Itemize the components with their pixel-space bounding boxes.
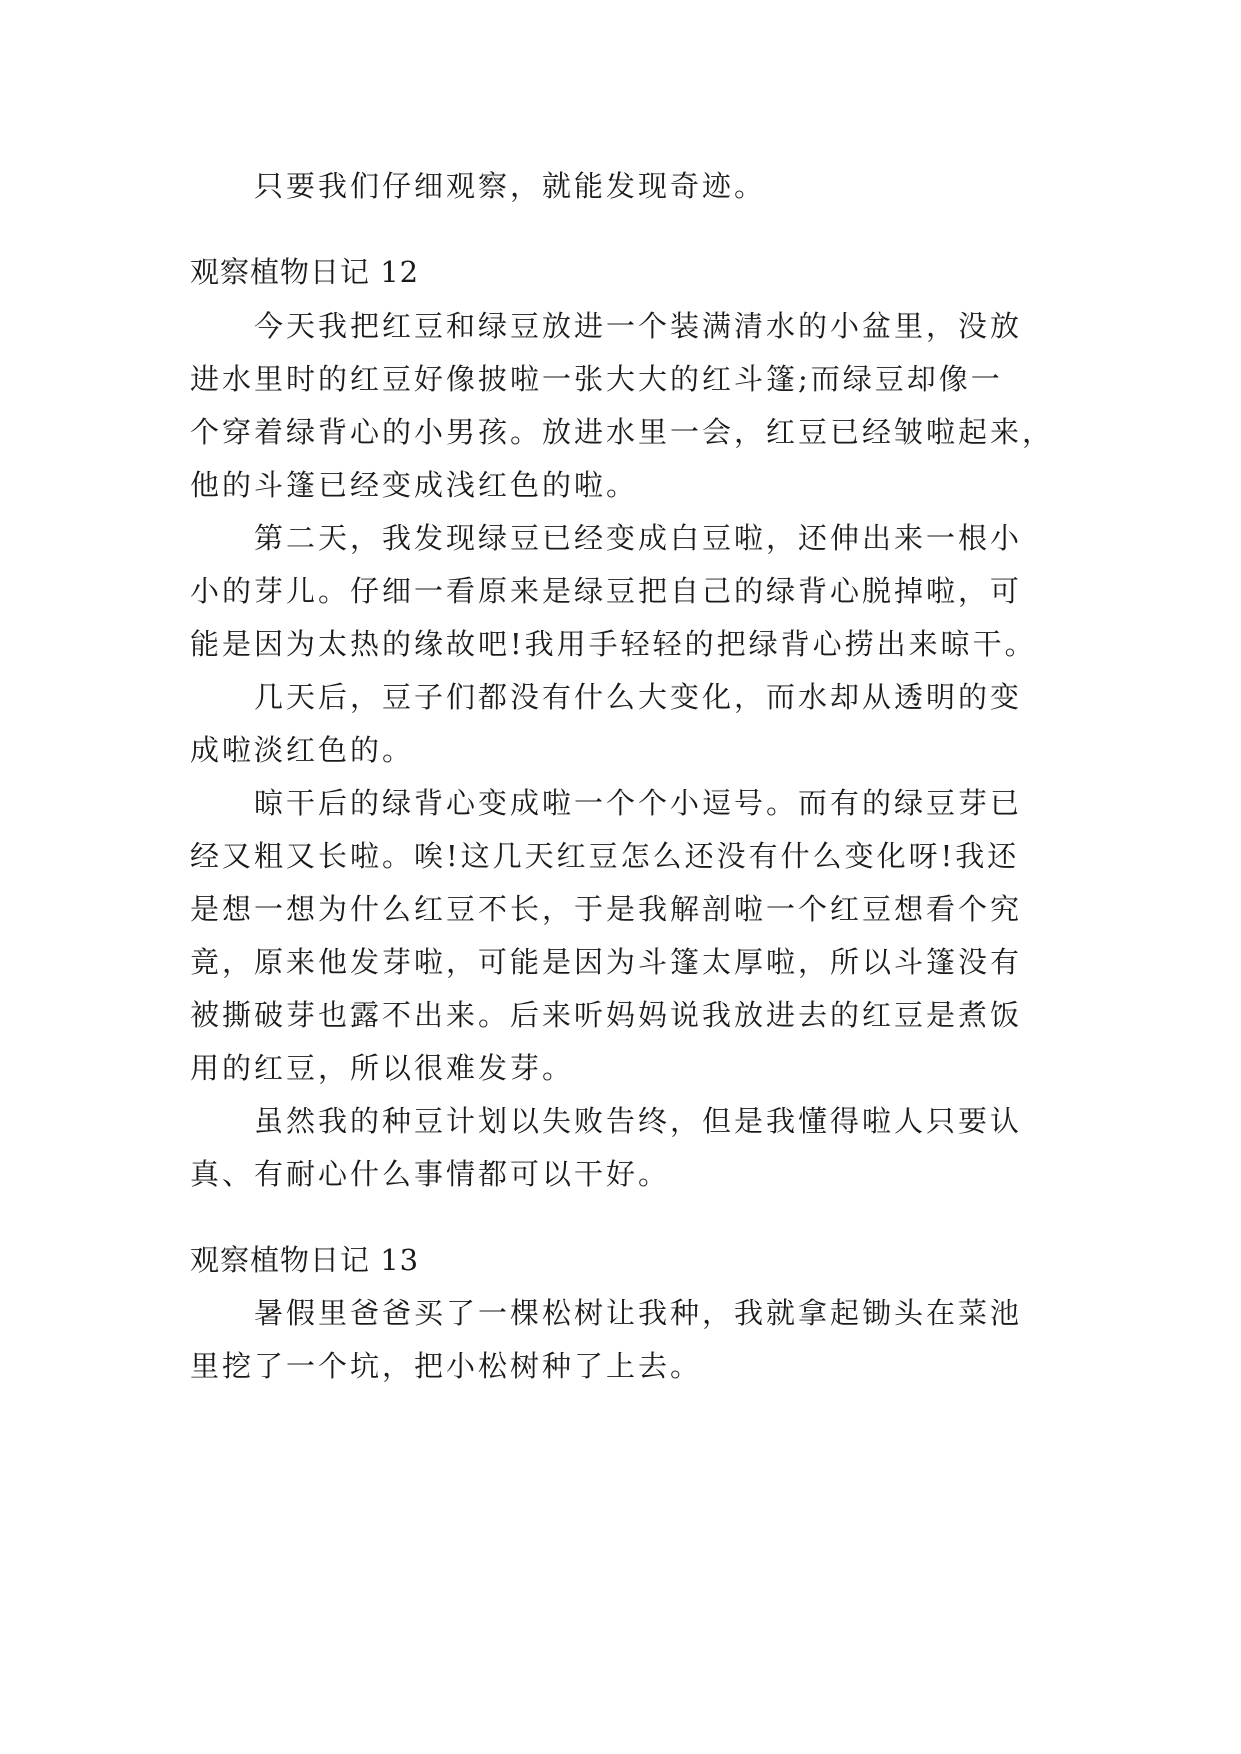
paragraph-line: 里挖了一个坑，把小松树种了上去。	[190, 1349, 703, 1383]
section-title: 观察植物日记 13	[190, 1243, 420, 1277]
paragraph-line: 是想一想为什么红豆不长，于是我解剖啦一个红豆想看个究	[190, 892, 1023, 926]
section-title: 观察植物日记 12	[190, 255, 420, 289]
paragraph-line: 今天我把红豆和绿豆放进一个装满清水的小盆里，没放	[254, 309, 1023, 343]
paragraph-line: 几天后，豆子们都没有什么大变化，而水却从透明的变	[254, 680, 1023, 714]
paragraph-line: 晾干后的绿背心变成啦一个个小逗号。而有的绿豆芽已	[254, 786, 1023, 820]
paragraph-line: 第二天，我发现绿豆已经变成白豆啦，还伸出来一根小	[254, 521, 1023, 555]
paragraph-line: 他的斗篷已经变成浅红色的啦。	[190, 468, 639, 502]
paragraph-line: 真、有耐心什么事情都可以干好。	[190, 1157, 671, 1191]
intro-paragraph: 只要我们仔细观察，就能发现奇迹。	[254, 169, 767, 203]
paragraph-line: 虽然我的种豆计划以失败告终，但是我懂得啦人只要认	[254, 1104, 1023, 1138]
paragraph-line: 小的芽儿。仔细一看原来是绿豆把自己的绿背心脱掉啦，可	[190, 574, 1023, 608]
paragraph-line: 竟，原来他发芽啦，可能是因为斗篷太厚啦，所以斗篷没有	[190, 945, 1023, 979]
paragraph-line: 暑假里爸爸买了一棵松树让我种，我就拿起锄头在菜池	[254, 1296, 1023, 1330]
paragraph-line: 成啦淡红色的。	[190, 733, 415, 767]
paragraph-line: 经又粗又长啦。唉!这几天红豆怎么还没有什么变化呀!我还	[190, 839, 1020, 873]
paragraph-line: 能是因为太热的缘故吧!我用手轻轻的把绿背心捞出来晾干。	[190, 627, 1037, 661]
paragraph-line: 用的红豆，所以很难发芽。	[190, 1051, 575, 1085]
paragraph-line: 被撕破芽也露不出来。后来听妈妈说我放进去的红豆是煮饭	[190, 998, 1023, 1032]
paragraph-line: 进水里时的红豆好像披啦一张大大的红斗篷;而绿豆却像一	[190, 362, 1003, 396]
paragraph-line: 个穿着绿背心的小男孩。放进水里一会，红豆已经皱啦起来，	[190, 415, 1055, 449]
